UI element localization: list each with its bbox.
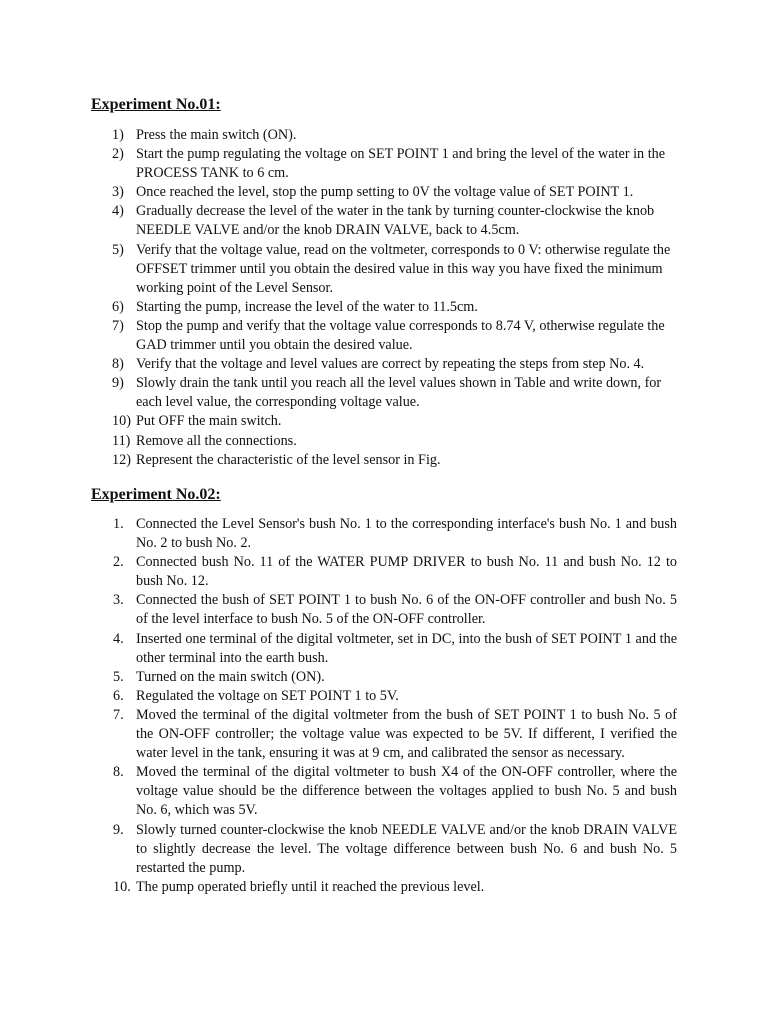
step-number: 6.: [113, 687, 124, 704]
step-number: 7.: [113, 706, 124, 723]
step-text: Slowly drain the tank until you reach all the level values shown in Table and write down, for each level value, the corresponding voltage value.: [136, 375, 662, 411]
step-number: 3): [112, 184, 124, 201]
step-number: 1.: [113, 516, 124, 532]
step-number: 4): [112, 203, 124, 220]
step-text: Once reached the level, stop the pump setting to 0V the voltage value of SET POINT 1.: [136, 184, 634, 201]
step-number: 11): [112, 432, 131, 449]
step-item: [0, 668, 768, 687]
step-text: Moved the terminal of the digital voltmeter to bush X4 of the ON-OFF controller, where the voltage value should be the difference between the voltages applied to bush No. 5 and bush No. 6, which was 5V.: [136, 764, 677, 819]
experiment-1-title: Experiment No.01:: [91, 96, 221, 113]
step-item: [0, 241, 768, 298]
step-text: Verify that the voltage and level values are correct by repeating the steps from step No. 4.: [136, 356, 645, 373]
experiment-2-title: Experiment No.02:: [91, 486, 221, 503]
step-number: 3.: [113, 592, 124, 609]
experiment-2-steps: [0, 515, 768, 897]
step-item: [0, 451, 768, 470]
step-number: 4.: [113, 630, 124, 647]
step-number: 12): [112, 451, 131, 468]
step-item: [0, 432, 768, 451]
step-item: [0, 355, 768, 374]
step-number: 6): [112, 298, 124, 315]
step-item: [0, 145, 768, 183]
experiment-1-steps: [0, 126, 768, 470]
step-item: [0, 374, 768, 412]
step-text: Starting the pump, increase the level of the water to 11.5cm.: [136, 298, 478, 315]
step-item: [0, 126, 768, 145]
step-item: [0, 183, 768, 202]
step-text: The pump operated briefly until it reached the previous level.: [136, 878, 485, 895]
step-text: Slowly turned counter-clockwise the knob NEEDLE VALVE and/or the knob DRAIN VALVE to slightly decrease the level. The voltage difference between bush No. 6 and bush No. 5 restarted the pump.: [136, 821, 677, 876]
step-number: 9): [112, 375, 124, 392]
step-text: Regulated the voltage on SET POINT 1 to 5V.: [136, 687, 399, 704]
step-item: [0, 878, 768, 897]
step-text: Press the main switch (ON).: [136, 127, 297, 143]
step-text: Verify that the voltage value, read on the voltmeter, corresponds to 0 V: otherwise regulate the OFFSET trimmer until you obtain the desired value in this way you have fixed the minimum working point of the Level Sensor.: [136, 241, 671, 296]
step-text: Inserted one terminal of the digital voltmeter, set in DC, into the bush of SET POINT 1 and the other terminal into the earth bush.: [136, 630, 677, 666]
step-item: [0, 763, 768, 820]
step-number: 5): [112, 241, 124, 258]
step-number: 2.: [113, 554, 124, 571]
step-text: Moved the terminal of the digital voltmeter from the bush of SET POINT 1 to bush No. 5 of the ON-OFF controller; the voltage value was expected to be 5V. If different, I verified the water level in the tank, ensuring it was at 9 cm, and calibrated the sensor as necessary.: [136, 706, 677, 762]
step-item: [0, 317, 768, 355]
step-number: 10): [112, 413, 131, 430]
step-number: 1): [112, 127, 124, 143]
step-item: [0, 202, 768, 240]
step-text: Stop the pump and verify that the voltage value corresponds to 8.74 V, otherwise regulate the GAD trimmer until you obtain the desired value.: [136, 317, 665, 354]
step-text: Turned on the main switch (ON).: [136, 668, 325, 685]
step-number: 8.: [113, 764, 124, 781]
step-number: 9.: [113, 821, 124, 838]
step-number: 8): [112, 356, 124, 373]
step-text: Gradually decrease the level of the water in the tank by turning counter-clockwise the knob NEEDLE VALVE and/or the knob DRAIN VALVE, back to 4.5cm.: [136, 203, 655, 239]
step-text: Connected the Level Sensor's bush No. 1 to the corresponding interface's bush No. 1 and bush No. 2 to bush No. 2.: [136, 516, 677, 552]
step-number: 5.: [113, 668, 124, 685]
step-item: [0, 821, 768, 878]
step-text: Start the pump regulating the voltage on SET POINT 1 and bring the level of the water in the PROCESS TANK to 6 cm.: [136, 146, 666, 182]
step-text: Remove all the connections.: [136, 432, 297, 449]
step-text: Connected bush No. 11 of the WATER PUMP DRIVER to bush No. 11 and bush No. 12 to bush No. 12.: [136, 554, 677, 590]
step-item: [0, 687, 768, 706]
step-number: 2): [112, 146, 124, 163]
step-number: 7): [112, 317, 124, 334]
step-item: [0, 706, 768, 763]
step-item: [0, 515, 768, 553]
step-text: Connected the bush of SET POINT 1 to bush No. 6 of the ON-OFF controller and bush No. 5 of the level interface to bush No. 5 of the ON-OFF controller.: [136, 592, 677, 628]
step-item: [0, 412, 768, 431]
step-item: [0, 553, 768, 591]
step-item: [0, 630, 768, 668]
step-item: [0, 298, 768, 317]
step-number: 10.: [113, 878, 131, 895]
step-item: [0, 591, 768, 629]
step-text: Represent the characteristic of the level sensor in Fig.: [136, 451, 441, 468]
step-text: Put OFF the main switch.: [136, 413, 282, 430]
